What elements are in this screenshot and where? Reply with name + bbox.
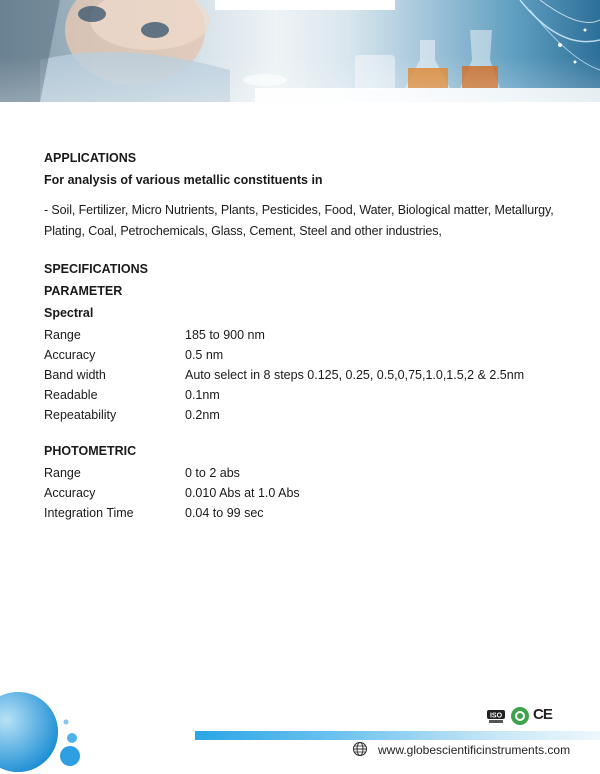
spec-row: [44, 345, 574, 365]
spec-value: 0 to 2 abs: [185, 466, 240, 480]
header-banner: [0, 0, 600, 102]
applications-heading: APPLICATIONS: [44, 151, 137, 165]
spec-label: Range: [44, 466, 81, 480]
website-link[interactable]: www.globescientificinstruments.com: [378, 743, 571, 757]
spec-value: 0.1nm: [185, 388, 220, 402]
decorative-bubbles: [0, 680, 90, 774]
applications-lead: For analysis of various metallic constituents in: [44, 173, 323, 187]
green-certification-icon: [510, 706, 530, 726]
globe-icon: [352, 741, 368, 757]
spec-value: 0.5 nm: [185, 348, 224, 362]
spec-row: [44, 503, 574, 523]
banner-fade: [0, 0, 600, 102]
applications-description: - Soil, Fertilizer, Micro Nutrients, Plants, Pesticides, Food, Water, Biological matter, Metallurgy, Plating, Coal, Petrochemicals, Glass, Cement, Steel and other industries,: [44, 203, 554, 238]
spectral-heading: Spectral: [44, 306, 94, 320]
iso-certification-icon: [486, 706, 506, 726]
spec-row: [44, 405, 574, 425]
svg-text:ISO: ISO: [489, 712, 503, 720]
spec-value: 0.04 to 99 sec: [185, 506, 264, 520]
spec-row: [44, 325, 574, 345]
spec-row: [44, 365, 574, 385]
spec-label: Accuracy: [44, 486, 96, 500]
spec-value: Auto select in 8 steps 0.125, 0.25, 0.5,0,75,1.0,1.5,2 & 2.5nm: [185, 368, 525, 382]
banner-strip: [255, 88, 600, 102]
spec-value: 185 to 900 nm: [185, 328, 265, 342]
spec-label: Accuracy: [44, 348, 96, 362]
ce-mark: CE: [533, 706, 552, 723]
spec-label: Range: [44, 328, 81, 342]
spec-value: 0.2nm: [185, 408, 220, 422]
spec-row: [44, 463, 574, 483]
parameter-heading: PARAMETER: [44, 284, 123, 298]
photometric-heading: PHOTOMETRIC: [44, 444, 137, 458]
banner-notch: [215, 0, 395, 10]
document-body: [44, 150, 574, 523]
spec-value: 0.010 Abs at 1.0 Abs: [185, 486, 300, 500]
spec-label: Integration Time: [44, 506, 134, 520]
spec-label: Readable: [44, 388, 98, 402]
specifications-heading: SPECIFICATIONS: [44, 262, 148, 276]
photometric-spec-list: [44, 463, 574, 523]
spec-label: Repeatability: [44, 408, 117, 422]
spec-label: Band width: [44, 368, 106, 382]
footer-accent-bar: [195, 731, 600, 740]
spectral-spec-list: [44, 325, 574, 425]
spec-row: [44, 483, 574, 503]
spec-row: [44, 385, 574, 405]
